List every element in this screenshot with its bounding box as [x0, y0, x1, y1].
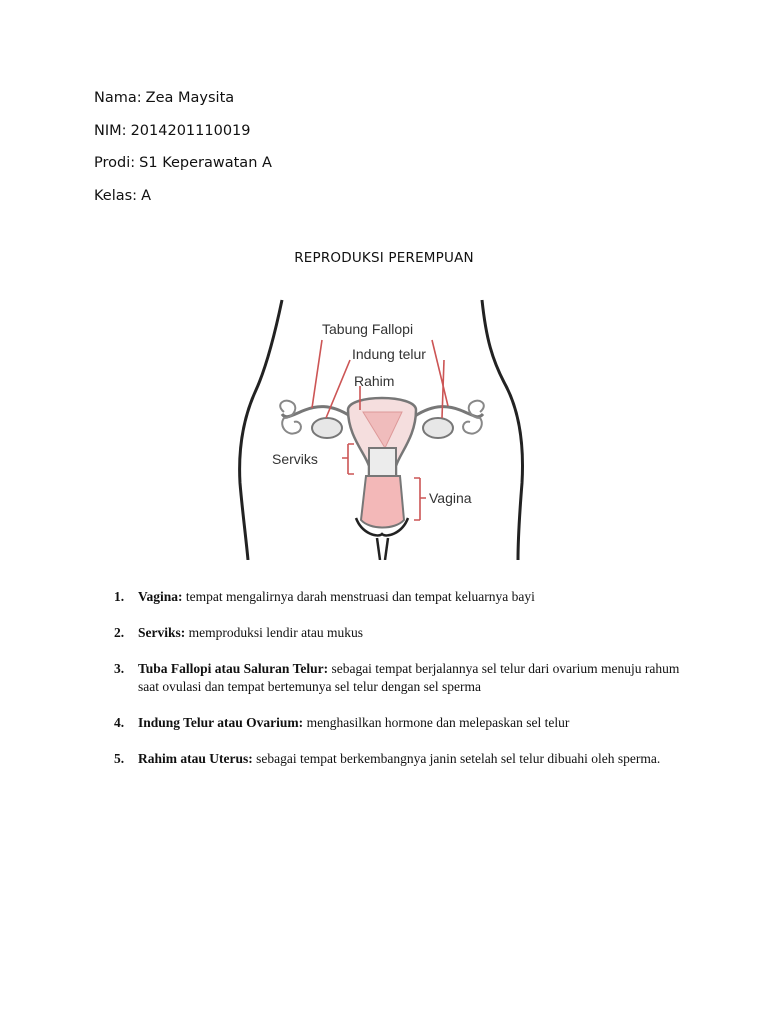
list-term: Vagina:: [138, 589, 183, 604]
bracket-serviks: [342, 444, 354, 474]
list-item: [114, 588, 684, 606]
bracket-vagina: [414, 478, 426, 520]
organ-list: [114, 588, 684, 786]
prodi-value: S1 Keperawatan A: [139, 155, 272, 171]
kelas-value: A: [141, 187, 152, 204]
ovary-right: [423, 418, 453, 438]
leg-line-left: [377, 538, 380, 560]
list-number: 2.: [114, 625, 125, 640]
body-outline-right: [482, 300, 522, 560]
reproductive-diagram: [230, 298, 530, 560]
leader-tabung-right: [432, 340, 448, 406]
nim-row: [94, 117, 272, 150]
label-rahim: Rahim: [354, 373, 395, 389]
leader-tabung-fallopi: [312, 340, 322, 408]
label-vagina: Vagina: [429, 490, 472, 506]
list-number: 1.: [114, 589, 125, 604]
list-item: [114, 660, 684, 696]
name-label: Nama:: [94, 90, 142, 106]
name-value: Zea Maysita: [145, 90, 235, 106]
list-item: [114, 624, 684, 642]
label-indung-telur: Indung telur: [352, 346, 426, 362]
student-info: [94, 84, 272, 214]
kelas-label: Kelas:: [94, 187, 138, 204]
list-number: 3.: [114, 661, 125, 676]
leader-indung-right: [442, 360, 444, 418]
list-desc: menghasilkan hormone dan melepaskan sel telur: [306, 715, 570, 730]
cervix: [369, 448, 396, 478]
label-tabung-fallopi: Tabung Fallopi: [322, 321, 414, 337]
list-item: [114, 714, 684, 732]
list-term: Serviks:: [138, 625, 186, 640]
list-term: Indung Telur atau Ovarium:: [138, 715, 304, 730]
prodi-label: Prodi:: [94, 155, 136, 171]
nim-value: 2014201110019: [130, 122, 251, 139]
diagram-svg: [230, 298, 530, 560]
list-number: 5.: [114, 751, 125, 766]
list-number: 4.: [114, 715, 125, 730]
list-item: [114, 750, 684, 768]
vagina-canal: [361, 476, 404, 528]
list-term: Tuba Fallopi atau Saluran Telur:: [138, 661, 329, 676]
body-outline-left: [240, 300, 282, 560]
list-desc: sebagai tempat berkembangnya janin setelah sel telur dibuahi oleh sperma.: [256, 751, 661, 766]
list-desc: sebagai tempat berjalannya sel telur dari ovarium menuju rahum saat ovulasi dan tempat bertemunya sel telur dengan sel sperma: [138, 661, 680, 694]
label-serviks: Serviks: [272, 451, 318, 467]
ovary-left: [312, 418, 342, 438]
page-title: REPRODUKSI PEREMPUAN: [294, 250, 474, 266]
list-desc: tempat mengalirnya darah menstruasi dan tempat keluarnya bayi: [185, 589, 535, 604]
prodi-row: [94, 149, 272, 182]
list-term: Rahim atau Uterus:: [138, 751, 253, 766]
leg-line-right: [385, 538, 388, 560]
nim-label: NIM:: [94, 122, 127, 139]
kelas-row: [94, 182, 272, 215]
name-row: [94, 84, 272, 117]
list-desc: memproduksi lendir atau mukus: [188, 625, 363, 640]
